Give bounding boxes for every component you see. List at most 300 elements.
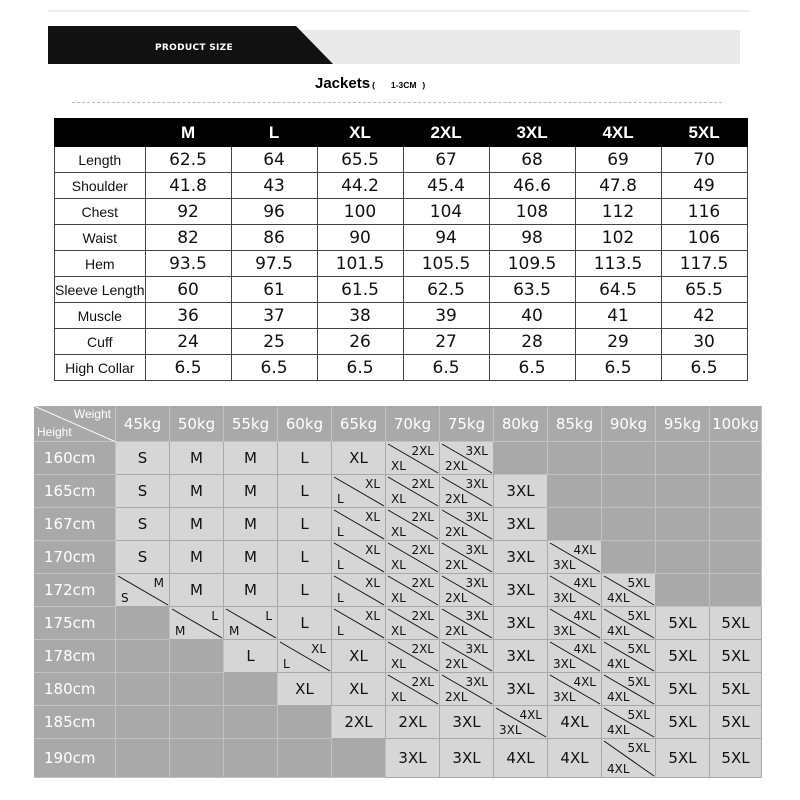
measurement-value: 92 [145,199,231,225]
larger-size-label: XL [365,543,380,557]
size-cell: 5XL [656,640,710,673]
measurement-value: 44.2 [317,173,403,199]
height-header: 178cm [34,640,116,673]
split-size-cell [386,541,440,574]
height-header: 175cm [34,607,116,640]
size-cell: L [278,508,332,541]
measurements-header-row [55,119,748,147]
smaller-size-label: S [121,591,129,605]
larger-size-label: 2XL [411,477,434,491]
size-cell: 5XL [710,673,762,706]
measurement-value: 100 [317,199,403,225]
smaller-size-label: 3XL [553,591,576,605]
split-size-cell [440,574,494,607]
empty-cell [656,541,710,574]
smaller-size-label: 2XL [445,624,468,638]
smaller-size-label: 2XL [445,525,468,539]
smaller-size-label: 3XL [499,723,522,737]
measurement-value: 39 [403,303,489,329]
measurement-value: 93.5 [145,251,231,277]
measurement-value: 46.6 [489,173,575,199]
empty-cell [170,673,224,706]
split-size-cell [386,475,440,508]
split-size-cell [548,541,602,574]
size-cell: 5XL [656,739,710,778]
measurement-value: 104 [403,199,489,225]
size-cell: 2XL [332,706,386,739]
measurement-value: 69 [575,147,661,173]
smaller-size-label: 3XL [553,624,576,638]
measurement-value: 116 [661,199,747,225]
size-header: XL [317,119,403,147]
measurement-label: Shoulder [55,173,146,199]
split-size-cell [386,508,440,541]
size-cell: 3XL [440,739,494,778]
section-title [315,75,425,92]
measurement-value: 27 [403,329,489,355]
smaller-size-label: L [337,624,344,638]
tolerance-note: ( 1-3CM ) [372,80,426,90]
measurement-value: 60 [145,277,231,303]
smaller-size-label: XL [391,591,406,605]
measurement-label: Sleeve Length [55,277,146,303]
split-size-cell [602,706,656,739]
smaller-size-label: 4XL [607,591,630,605]
larger-size-label: 4XL [519,708,542,722]
larger-size-label: 5XL [627,675,650,689]
larger-size-label: 2XL [411,609,434,623]
split-size-cell [332,541,386,574]
measurement-value: 29 [575,329,661,355]
measurement-value: 112 [575,199,661,225]
size-cell: 3XL [494,541,548,574]
size-cell: 3XL [440,706,494,739]
split-size-cell [494,706,548,739]
size-cell: S [116,475,170,508]
measurement-value: 105.5 [403,251,489,277]
split-size-cell [332,607,386,640]
split-size-cell [224,607,278,640]
larger-size-label: 5XL [627,576,650,590]
split-size-cell [602,640,656,673]
split-size-cell [602,607,656,640]
size-cell: M [224,574,278,607]
larger-size-label: 3XL [465,576,488,590]
weight-header: 50kg [170,406,224,442]
size-cell: 3XL [494,574,548,607]
size-cell: XL [332,640,386,673]
weight-header: 90kg [602,406,656,442]
smaller-size-label: M [229,624,240,638]
size-cell: L [278,475,332,508]
size-cell: 2XL [386,706,440,739]
measurement-row [55,225,748,251]
height-header: 190cm [34,739,116,778]
measurement-value: 6.5 [489,355,575,381]
split-size-cell [386,574,440,607]
weight-header: 45kg [116,406,170,442]
empty-cell [548,475,602,508]
measurement-value: 102 [575,225,661,251]
empty-cell [710,541,762,574]
empty-cell [224,739,278,778]
size-cell: 4XL [494,739,548,778]
size-cell: S [116,508,170,541]
measurement-value: 6.5 [661,355,747,381]
measurement-label: Muscle [55,303,146,329]
weight-header: 70kg [386,406,440,442]
size-cell: 4XL [548,706,602,739]
measurement-row [55,277,748,303]
smaller-size-label: 3XL [553,558,576,572]
larger-size-label: 5XL [627,741,650,755]
split-size-cell [116,574,170,607]
weight-header: 80kg [494,406,548,442]
measurement-value: 86 [231,225,317,251]
measurement-value: 65.5 [317,147,403,173]
larger-size-label: 3XL [465,510,488,524]
split-size-cell [440,541,494,574]
size-header: L [231,119,317,147]
size-cell: M [170,541,224,574]
size-cell: 3XL [494,640,548,673]
larger-size-label: XL [365,609,380,623]
measurement-label: Waist [55,225,146,251]
larger-size-label: 2XL [411,675,434,689]
split-size-cell [440,640,494,673]
size-header: 2XL [403,119,489,147]
smaller-size-label: 4XL [607,723,630,737]
measurement-value: 6.5 [231,355,317,381]
larger-size-label: 4XL [573,675,596,689]
height-header: 167cm [34,508,116,541]
empty-cell [116,739,170,778]
empty-cell [278,739,332,778]
height-header: 185cm [34,706,116,739]
size-cell: M [170,475,224,508]
measurement-row [55,303,748,329]
measurement-value: 41.8 [145,173,231,199]
measurement-value: 94 [403,225,489,251]
size-cell: 5XL [710,706,762,739]
size-cell: 5XL [656,607,710,640]
measurement-value: 6.5 [403,355,489,381]
weight-header: 75kg [440,406,494,442]
weight-header: 55kg [224,406,278,442]
weight-height-corner [34,406,116,442]
smaller-size-label: L [337,492,344,506]
measurement-row [55,355,748,381]
measurement-value: 6.5 [575,355,661,381]
smaller-size-label: 3XL [553,690,576,704]
size-cell: 3XL [494,673,548,706]
measurement-value: 62.5 [145,147,231,173]
measurement-value: 25 [231,329,317,355]
smaller-size-label: L [337,558,344,572]
split-size-cell [440,442,494,475]
size-cell: XL [332,673,386,706]
measurement-value: 62.5 [403,277,489,303]
split-size-cell [440,607,494,640]
size-cell: M [224,475,278,508]
measurement-value: 36 [145,303,231,329]
size-header: 3XL [489,119,575,147]
empty-cell [116,673,170,706]
height-axis-label: Height [37,425,72,439]
size-header: M [145,119,231,147]
empty-cell [224,673,278,706]
measurement-value: 70 [661,147,747,173]
title-text: Jackets [315,75,371,92]
measurement-value: 41 [575,303,661,329]
empty-cell [710,574,762,607]
size-cell: S [116,442,170,475]
split-size-cell [440,475,494,508]
empty-cell [116,706,170,739]
weight-height-size-chart [34,406,762,778]
empty-cell [332,739,386,778]
size-cell: M [224,508,278,541]
size-cell: L [278,541,332,574]
measurement-row [55,147,748,173]
measurement-value: 64 [231,147,317,173]
empty-cell [656,475,710,508]
measurement-row [55,251,748,277]
measurement-value: 117.5 [661,251,747,277]
empty-cell [710,475,762,508]
smaller-size-label: XL [391,459,406,473]
smaller-size-label: L [337,525,344,539]
measurement-value: 28 [489,329,575,355]
measurements-table [54,118,748,381]
larger-size-label: 3XL [465,642,488,656]
empty-cell [710,442,762,475]
measurement-value: 30 [661,329,747,355]
split-size-cell [386,607,440,640]
empty-cell [116,640,170,673]
size-cell: M [224,442,278,475]
larger-size-label: 5XL [627,708,650,722]
larger-size-label: M [153,576,164,590]
smaller-size-label: 4XL [607,624,630,638]
smaller-size-label: XL [391,525,406,539]
split-size-cell [548,673,602,706]
smaller-size-label: 2XL [445,657,468,671]
larger-size-label: L [265,609,272,623]
larger-size-label: 5XL [627,609,650,623]
larger-size-label: 4XL [573,543,596,557]
size-cell: L [224,640,278,673]
smaller-size-label: 4XL [607,657,630,671]
measurement-label: High Collar [55,355,146,381]
empty-cell [602,508,656,541]
empty-cell [170,739,224,778]
measurement-value: 26 [317,329,403,355]
size-cell: S [116,541,170,574]
measurement-value: 97.5 [231,251,317,277]
smaller-size-label: M [175,624,186,638]
measurement-value: 106 [661,225,747,251]
measurement-value: 96 [231,199,317,225]
larger-size-label: 2XL [411,642,434,656]
empty-cell [170,706,224,739]
split-size-cell [440,508,494,541]
larger-size-label: XL [365,477,380,491]
split-size-cell [386,673,440,706]
size-cell: 3XL [386,739,440,778]
split-size-cell [440,673,494,706]
split-size-cell [548,574,602,607]
empty-cell [602,475,656,508]
empty-cell [656,442,710,475]
empty-cell [170,640,224,673]
smaller-size-label: L [283,657,290,671]
split-size-cell [602,739,656,778]
larger-size-label: L [211,609,218,623]
measurement-value: 61.5 [317,277,403,303]
larger-size-label: 3XL [465,444,488,458]
height-header: 180cm [34,673,116,706]
measurement-value: 67 [403,147,489,173]
measurement-row [55,173,748,199]
measurement-value: 98 [489,225,575,251]
measurement-value: 63.5 [489,277,575,303]
size-cell: 4XL [548,739,602,778]
empty-cell [116,607,170,640]
size-cell: L [278,442,332,475]
larger-size-label: 4XL [573,609,596,623]
measurement-value: 90 [317,225,403,251]
larger-size-label: 4XL [573,576,596,590]
size-cell: M [170,508,224,541]
measurement-value: 24 [145,329,231,355]
measurement-value: 43 [231,173,317,199]
measurement-label: Hem [55,251,146,277]
empty-cell [548,508,602,541]
dashed-divider [72,102,722,103]
split-size-cell [170,607,224,640]
split-size-cell [332,508,386,541]
measurement-value: 113.5 [575,251,661,277]
size-cell: 3XL [494,475,548,508]
weight-axis-label: Weight [73,407,111,421]
larger-size-label: 4XL [573,642,596,656]
measurement-value: 37 [231,303,317,329]
size-cell: 5XL [710,607,762,640]
empty-cell [278,706,332,739]
split-size-cell [278,640,332,673]
measurement-value: 82 [145,225,231,251]
smaller-size-label: 2XL [445,492,468,506]
measurement-value: 61 [231,277,317,303]
split-size-cell [386,640,440,673]
larger-size-label: 3XL [465,675,488,689]
empty-cell [224,706,278,739]
larger-size-label: 2XL [411,510,434,524]
split-size-cell [548,640,602,673]
size-cell: M [224,541,278,574]
split-size-cell [332,574,386,607]
height-header: 165cm [34,475,116,508]
larger-size-label: 3XL [465,609,488,623]
smaller-size-label: 2XL [445,459,468,473]
top-rule [48,10,750,12]
measurement-value: 64.5 [575,277,661,303]
larger-size-label: XL [311,642,326,656]
smaller-size-label: 2XL [445,690,468,704]
measurement-label: Length [55,147,146,173]
empty-cell [656,574,710,607]
split-size-cell [386,442,440,475]
smaller-size-label: L [337,591,344,605]
smaller-size-label: XL [391,558,406,572]
smaller-size-label: XL [391,657,406,671]
measurement-label: Cuff [55,329,146,355]
measurement-value: 109.5 [489,251,575,277]
split-size-cell [602,574,656,607]
size-header: 4XL [575,119,661,147]
size-cell: 5XL [710,739,762,778]
measurement-value: 6.5 [317,355,403,381]
weight-header: 85kg [548,406,602,442]
smaller-size-label: XL [391,492,406,506]
split-size-cell [332,475,386,508]
measurement-value: 6.5 [145,355,231,381]
measurement-row [55,329,748,355]
measurement-row [55,199,748,225]
larger-size-label: 5XL [627,642,650,656]
banner-label: PRODUCT SIZE [155,43,233,53]
larger-size-label: 2XL [411,444,434,458]
size-header: 5XL [661,119,747,147]
smaller-size-label: XL [391,624,406,638]
larger-size-label: XL [365,510,380,524]
empty-cell [710,508,762,541]
weight-header: 100kg [710,406,762,442]
size-cell: M [170,442,224,475]
measurement-value: 65.5 [661,277,747,303]
empty-cell [656,508,710,541]
header-corner [55,119,146,147]
measurement-value: 40 [489,303,575,329]
split-size-cell [602,673,656,706]
height-header: 172cm [34,574,116,607]
size-cell: XL [278,673,332,706]
size-cell: 5XL [656,706,710,739]
measurement-value: 108 [489,199,575,225]
smaller-size-label: 4XL [607,690,630,704]
size-cell: 3XL [494,607,548,640]
smaller-size-label: 4XL [607,762,630,776]
measurement-value: 47.8 [575,173,661,199]
smaller-size-label: 3XL [553,657,576,671]
empty-cell [548,442,602,475]
measurement-label: Chest [55,199,146,225]
size-cell: 5XL [656,673,710,706]
weight-header: 95kg [656,406,710,442]
larger-size-label: 3XL [465,543,488,557]
size-cell: L [278,574,332,607]
measurement-value: 42 [661,303,747,329]
measurement-value: 38 [317,303,403,329]
size-cell: M [170,574,224,607]
measurement-value: 45.4 [403,173,489,199]
weight-header: 60kg [278,406,332,442]
measurement-value: 101.5 [317,251,403,277]
weight-header: 65kg [332,406,386,442]
measurement-value: 49 [661,173,747,199]
empty-cell [494,442,548,475]
